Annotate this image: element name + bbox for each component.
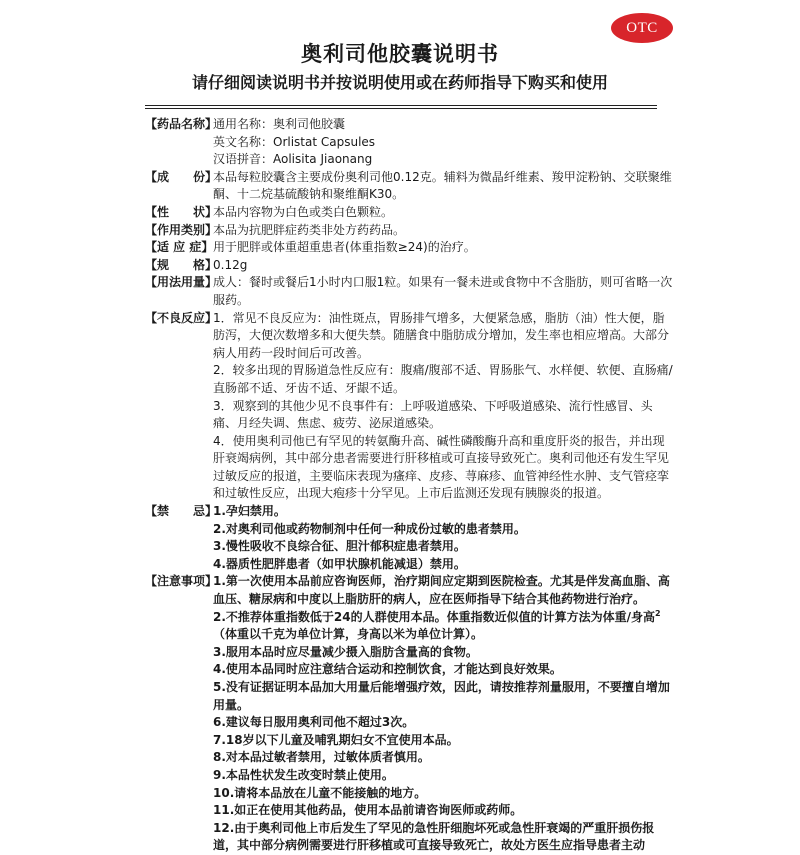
list-item: 5.没有证据证明本品加大用量后能增强疗效，因此，请按推荐剂量服用，不要擅自增加用量。 [213,680,670,712]
section-indications [145,239,675,257]
list-item: 4.器质性肥胖患者（如甲状腺机能减退）禁用。 [213,556,466,571]
section-label: 【作用类别】 [145,222,218,237]
section-ingredients [145,169,675,204]
section-label: 【用法用量】 [145,275,218,290]
divider-bottom [145,108,657,109]
list-item: 3.服用本品时应尽量减少摄入脂肪含量高的食物。 [213,644,478,659]
bmi-units: （体重以千克为单位计算，身高以米为单位计算）。 [213,627,484,642]
divider-top [145,105,657,106]
ingredients-text: 本品每粒胶囊含主要成份奥利司他0.12克。辅料为微晶纤维素、羧甲淀粉钠、交联聚维 酮、十二烷基硫酸钠和聚维酮K30。 [213,169,672,202]
list-item: 3.慢性吸收不良综合征、胆汁郁积症患者禁用。 [213,539,466,554]
list-item: 11.如正在使用其他药品，使用本品前请咨询医师或药师。 [213,803,523,818]
leaflet-body [145,116,675,855]
list-item: 9.本品性状发生改变时禁止使用。 [213,767,394,782]
list-item: 7.18岁以下儿童及哺乳期妇女不宜使用本品。 [213,732,459,747]
category-text: 本品为抗肥胖症药类非处方药药品。 [213,222,406,237]
section-label: 【禁 忌】 [145,504,218,519]
section-properties [145,204,675,222]
generic-name: 通用名称：奥利司他胶囊 [213,117,346,131]
page-subtitle: 请仔细阅读说明书并按说明使用或在药师指导下购买和使用 [191,73,608,92]
section-label: 【成 份】 [145,169,218,184]
section-label: 【性 状】 [145,204,218,219]
section-label: 【规 格】 [145,257,218,272]
list-item: 1.孕妇禁用。 [213,504,286,519]
page-title: 奥利司他胶囊说明书 [301,42,499,66]
list-item: 1.第一次使用本品前应咨询医师，治疗期间应定期到医院检查。尤其是伴发高血脂、高血压、糖尿病和中度以上脂肪肝的病人，应在医师指导下结合其他药物进行治疗。 [213,574,670,607]
section-adverse-reactions [145,310,675,504]
indications-text: 用于肥胖或体重超重患者(体重指数≥24)的治疗。 [213,240,476,255]
section-drug-name [145,116,675,169]
list-item: 6.建议每日服用奥利司他不超过3次。 [213,715,415,730]
list-item: 2.对奥利司他或药物制剂中任何一种成份过敏的患者禁用。 [213,521,526,536]
specification-text: 0.12g [213,257,248,272]
section-contraindications [145,503,675,573]
list-item: 4．使用奥利司他已有罕见的转氨酶升高、碱性磷酸酶升高和重度肝炎的报告，并出现肝衰竭病例，其中部分患者需要进行肝移植或可直接导致死亡。奥利司他还有发生罕见过敏反应的报道，主要临床表现为瘙痒、皮疹、荨麻疹、血管神经性水肿、支气管痉挛和过敏性反应，出现大疱疹十分罕见。上市后监测还发现有胰腺炎的报道。 [213,433,670,501]
section-category [145,222,675,240]
english-name: 英文名称：Orlistat Capsules [213,134,376,149]
list-item: 1．常见不良反应为：油性斑点，胃肠排气增多，大便紧急感，脂肪（油）性大便，脂肪泻，大便次数增多和大便失禁。随膳食中脂肪成分增加，发生率也相应增高。大部分病人用药一段时间后可改善。 [213,310,670,360]
dosage-text: 成人：餐时或餐后1小时内口服1粒。如果有一餐未进或食物中不含脂肪，则可省略一次服药。 [213,275,673,307]
list-item: 4.使用本品同时应注意结合运动和控制饮食，才能达到良好效果。 [213,662,562,677]
list-item: 2．较多出现的胃肠道急性反应有：腹痛/腹部不适、胃肠胀气、水样便、软便、直肠痛/直肠部不适、牙齿不适、牙龈不适。 [213,363,673,395]
properties-text: 本品内容物为白色或类白色颗粒。 [213,204,394,219]
section-specification [145,257,675,275]
list-item: 3．观察到的其他少见不良事件有：上呼吸道感染、下呼吸道感染、流行性感冒、头痛、月经失调、焦虑、疲劳、泌尿道感染。 [213,398,653,431]
section-precautions [145,573,675,855]
pinyin-name: 汉语拼音：Aolisita Jiaonang [213,152,373,167]
section-label: 【药品名称】 [145,117,218,131]
list-item: 10.请将本品放在儿童不能接触的地方。 [213,785,427,800]
otc-badge: OTC [611,13,673,43]
list-item: 12.由于奥利司他上市后发生了罕见的急性肝细胞坏死或急性肝衰竭的严重肝损伤报道，其中部分病例需要进行肝移植或可直接导致死亡，故处方医生应指导患者主动 [213,820,655,853]
superscript: 2 [655,608,661,618]
list-item: 8.对本品过敏者禁用，过敏体质者慎用。 [213,750,430,765]
section-label: 【注意事项】 [145,574,218,589]
list-item-bmi [213,609,675,644]
section-dosage [145,274,675,309]
section-label: 【适 应 症】 [145,240,214,255]
bmi-text: 2.不推荐体重指数低于24的人群使用本品。体重指数近似值的计算方法为体重/身高 [213,609,655,624]
section-label: 【不良反应】 [145,310,218,325]
